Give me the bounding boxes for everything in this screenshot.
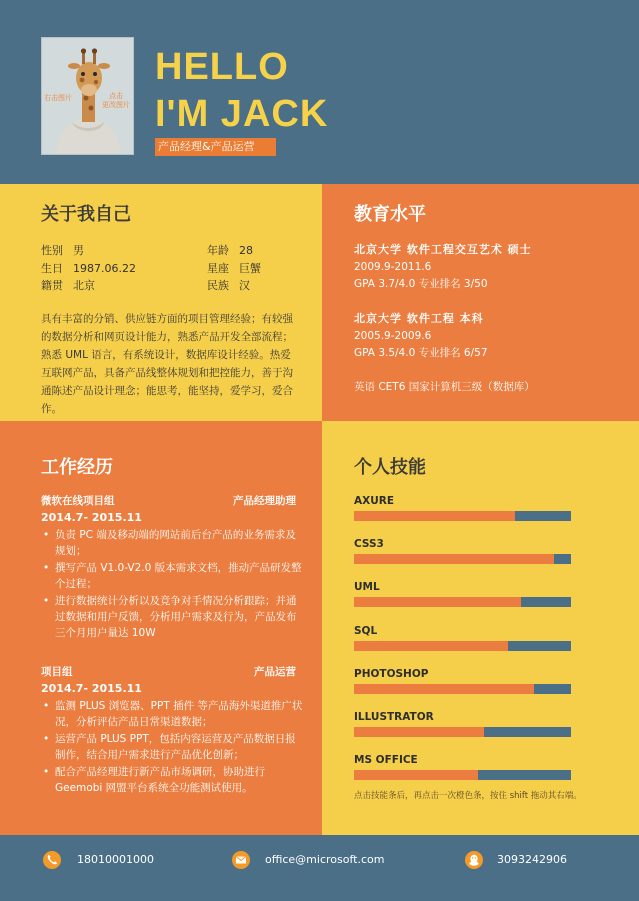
education-entry-2-gpa: GPA 3.5/4.0 专业排名 6/57 [354, 347, 488, 359]
skill-bar-ms-office[interactable] [354, 770, 571, 780]
envelope-icon [232, 851, 250, 869]
skills-title: 个人技能 [354, 457, 426, 478]
birthday-value: 1987.06.22 [73, 262, 136, 275]
skill-fill-sql[interactable] [354, 641, 508, 651]
hometown-value: 北京 [73, 279, 95, 292]
photo-hint-left: 右击图片 [44, 94, 72, 102]
skill-fill-uml[interactable] [354, 597, 521, 607]
job-1-company: 微软在线项目组 [41, 495, 115, 507]
skill-fill-illustrator[interactable] [354, 727, 484, 737]
photo-hint-right: 点击 更改图片 [102, 92, 130, 109]
header-band [0, 0, 639, 184]
qq-number[interactable]: 3093242906 [497, 853, 567, 866]
skill-bar-css3[interactable] [354, 554, 571, 564]
skill-fill-axure[interactable] [354, 511, 515, 521]
phone-number[interactable]: 18010001000 [77, 853, 154, 866]
about-paragraph: 具有丰富的分销、供应链方面的项目管理经验；有较强的数据分析和网页设计能力，熟悉产品开发全部流程；熟悉 UML 语言，有系统设计，数据库设计经验。热爱互联网产品，具备产品线整体规划和把控能力，善于沟通陈述产品设计理念；能思考，能坚持，爱学习，爱合作。 [41, 313, 293, 415]
work-title: 工作经历 [41, 457, 113, 478]
education-entry-1-gpa: GPA 3.7/4.0 专业排名 3/50 [354, 278, 488, 290]
skill-name-photoshop: PHOTOSHOP [354, 668, 429, 680]
job-role-tag: 产品经理&产品运营 [155, 138, 276, 156]
job-2-period: 2014.7- 2015.11 [41, 682, 142, 695]
skill-bar-axure[interactable] [354, 511, 571, 521]
job-2-duty-3: • 配合产品经理进行新产品市场调研，协助进行 Geemobi 网盟平台系统全功能测试使用。 [41, 764, 303, 796]
education-entry-1-school: 北京大学 软件工程交互艺术 硕士 [354, 243, 532, 256]
job-2-position: 产品运营 [254, 666, 296, 678]
zodiac-label: 星座 [207, 262, 229, 275]
skill-name-sql: SQL [354, 625, 378, 637]
skill-fill-ms-office[interactable] [354, 770, 478, 780]
gender-value: 男 [73, 244, 84, 257]
job-2-duty-1: • 监测 PLUS 浏览器、PPT 插件 等产品海外渠道推广状况，分析评估产品日常渠道数据； [41, 698, 303, 730]
hometown-label: 籍贯 [41, 279, 63, 292]
skill-name-illustrator: ILLUSTRATOR [354, 711, 434, 723]
job-2-company: 项目组 [41, 666, 73, 678]
contact-footer [0, 835, 639, 901]
skill-bar-uml[interactable] [354, 597, 571, 607]
job-2-duties [41, 698, 303, 797]
age-label: 年龄 [207, 244, 229, 257]
phone-icon [43, 851, 61, 869]
about-title: 关于我自己 [41, 204, 131, 225]
skill-bar-illustrator[interactable] [354, 727, 571, 737]
ethnicity-value: 汉 [239, 279, 250, 292]
skill-name-ms-office: MS OFFICE [354, 754, 418, 766]
ethnicity-label: 民族 [207, 279, 229, 292]
skill-edit-hint: 点击技能条后，再点击一次橙色条，按住 shift 拖动其右端。 [354, 791, 582, 801]
greeting-line-1: HELLO [155, 46, 289, 88]
skill-fill-css3[interactable] [354, 554, 554, 564]
skill-fill-photoshop[interactable] [354, 684, 534, 694]
profile-photo[interactable] [41, 37, 134, 155]
skill-name-axure: AXURE [354, 495, 395, 507]
education-title: 教育水平 [354, 204, 426, 225]
skill-bar-photoshop[interactable] [354, 684, 571, 694]
job-1-period: 2014.7- 2015.11 [41, 511, 142, 524]
skill-bar-sql[interactable] [354, 641, 571, 651]
job-2-duty-2: • 运营产品 PLUS PPT，包括内容运营及产品数据日报制作，结合用户需求进行产品优化创新； [41, 731, 303, 763]
gender-label: 性别 [41, 244, 63, 257]
skill-name-uml: UML [354, 581, 380, 593]
email-address[interactable]: office@microsoft.com [265, 853, 385, 866]
greeting-line-2: I'M JACK [155, 93, 329, 135]
job-1-position: 产品经理助理 [233, 495, 296, 507]
education-entry-1-period: 2009.9-2011.6 [354, 261, 432, 273]
job-1-duties [41, 527, 303, 642]
education-entry-2-period: 2005.9-2009.6 [354, 330, 432, 342]
job-1-duty-1: • 负责 PC 端及移动端的网站前后台产品的业务需求及规划； [41, 527, 303, 559]
job-1-duty-3: • 进行数据统计分析以及竞争对手情况分析跟踪；并通过数据和用户反馈，分析用户需求及行为，产品发布三个月用户量达 10W [41, 593, 303, 641]
qq-penguin-icon [465, 851, 483, 869]
education-entry-2-school: 北京大学 软件工程 本科 [354, 312, 484, 325]
zodiac-value: 巨蟹 [239, 262, 261, 275]
job-1-duty-2: • 撰写产品 V1.0-V2.0 版本需求文档，推动产品研发整个过程； [41, 560, 303, 592]
certifications: 英语 CET6 国家计算机三级（数据库） [354, 381, 535, 393]
skill-name-css3: CSS3 [354, 538, 384, 550]
age-value: 28 [239, 244, 253, 257]
birthday-label: 生日 [41, 262, 63, 275]
